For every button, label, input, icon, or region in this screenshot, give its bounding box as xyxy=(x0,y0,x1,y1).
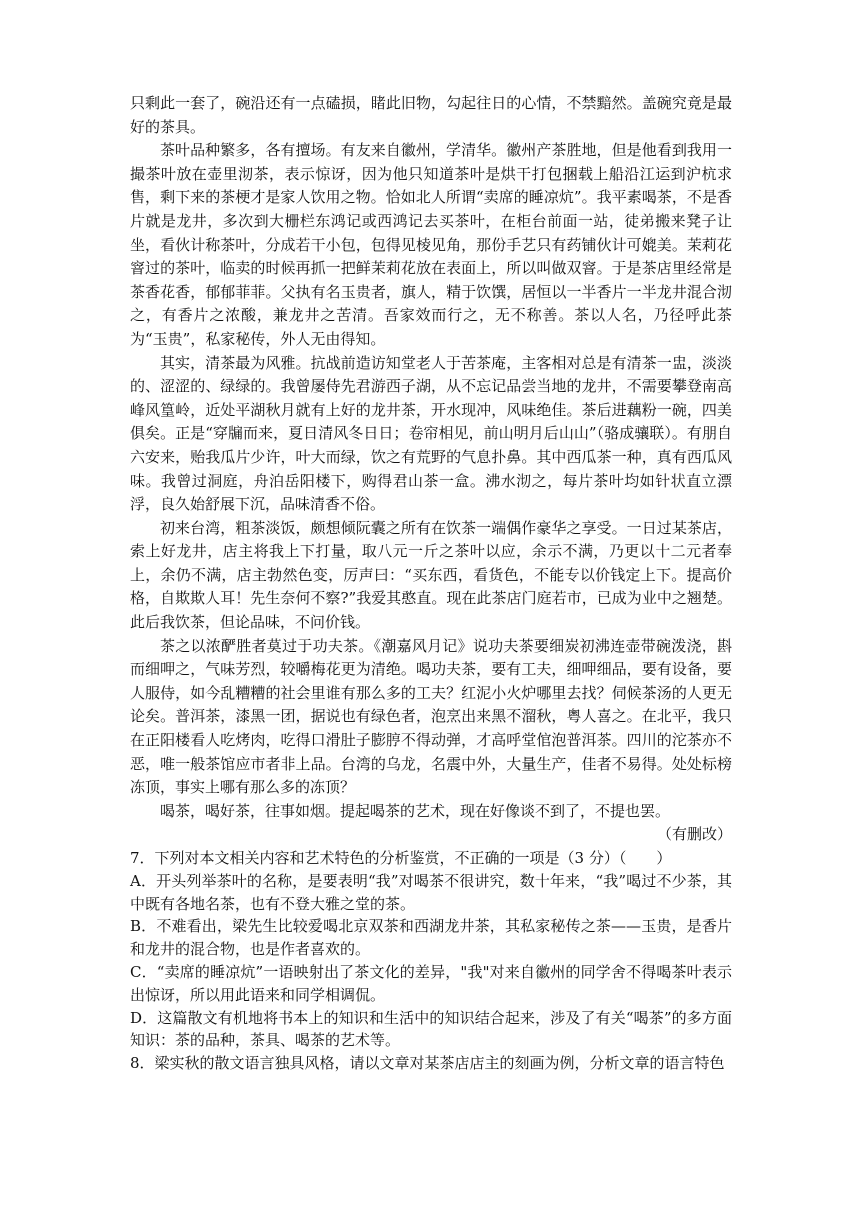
question-7-option-b: B．不难看出，梁先生比较爱喝北京双茶和西湖龙井茶，其私家秘传之茶——玉贵，是香片和龙井的混合物，也是作者喜欢的。 xyxy=(130,917,732,959)
question-7-option-a: A．开头列举茶叶的名称，是要表明“我”对喝茶不很讲究，数十年来，“我”喝过不少茶，其中既有各地名茶，也有不登大雅之堂的茶。 xyxy=(130,871,732,913)
essay-paragraph-taiwan-shop: 初来台湾，粗茶淡饭，颇想倾阮囊之所有在饮茶一端偶作豪华之享受。一日过某茶店，索上好龙井，店主将我上下打量，取八元一斤之茶叶以应，余示不满，乃更以十二元者奉上，余仍不满，店主勃然色变，厉声曰：“买东西，看货色，不能专以价钱定上下。提高价格，自欺欺人耳！先生奈何不察?”我爱其憨直。现在此茶店门庭若市，已成为业中之翘楚。此后我饮茶，但论品味，不问价钱。 xyxy=(130,518,732,632)
question-7-option-d: D．这篇散文有机地将书本上的知识和生活中的知识结合起来，涉及了有关“喝茶”的多方面知识：茶的品种，茶具、喝茶的艺术等。 xyxy=(130,1008,732,1050)
document-page xyxy=(130,92,732,1075)
question-7-stem: 7．下列对本文相关内容和艺术特色的分析鉴赏，不正确的一项是（3 分）（ ） xyxy=(130,849,672,867)
question-7-option-c: C．“卖席的睡凉炕”一语映射出了茶文化的差异，"我"对来自徽州的同学舍不得喝茶叶表示出惊讶，所以用此语来和同学相调侃。 xyxy=(130,962,732,1004)
question-8-stem: 8．梁实秋的散文语言独具风格，请以文章对某茶店店主的刻画为例，分析文章的语言特色 xyxy=(130,1054,725,1073)
essay-paragraph-continued: 只剩此一套了，碗沿还有一点磕损，睹此旧物，勾起往日的心情，不禁黯然。盖碗究竟是最好的茶具。 xyxy=(130,94,732,136)
essay-paragraph-gongfu-tea: 茶之以浓酽胜者莫过于功夫茶。《潮嘉风月记》说功夫茶要细炭初沸连壶带碗泼浇，斟而细呷之，气味芳烈，较嚼梅花更为清绝。喝功夫茶，要有工夫，细呷细品，要有设备，要人服侍，如今乱糟糟的社会里谁有那么多的工夫？红泥小火炉哪里去找？伺候茶汤的人更无论矣。普洱茶，漆黑一团，据说也有绿色者，泡烹出来黑不溜秋，粤人喜之。在北平，我只在正阳楼看人吃烤肉，吃得口滑肚子膨脝不得动弹，才高呼堂倌泡普洱茶。四川的沱茶亦不恶，唯一般茶馆应市者非上品。台湾的乌龙，名震中外，大量生产，佳者不易得。处处标榜冻顶，事实上哪有那么多的冻顶？ xyxy=(130,636,732,797)
essay-paragraph-tea-varieties: 茶叶品种繁多，各有擅场。有友来自徽州，学清华。徽州产茶胜地，但是他看到我用一撮茶叶放在壶里沏茶，表示惊讶，因为他只知道茶叶是烘干打包捆载上船沿江运到沪杭求售，剩下来的茶梗才是家人饮用之物。恰如北人所谓“卖席的睡凉炕”。我平素喝茶，不是香片就是龙井，多次到大栅栏东鸿记或西鸿记去买茶叶，在柜台前面一站，徒弟搬来凳子让坐，看伙计称茶叶，分成若干小包，包得见棱见角，那份手艺只有药铺伙计可媲美。茉莉花窨过的茶叶，临卖的时候再抓一把鲜茉莉花放在表面上，所以叫做双窨。于是茶店里经常是茶香花香，郁郁菲菲。父执有名玉贵者，旗人，精于饮馔，居恒以一半香片一半龙井混合沏之，有香片之浓酸，兼龙井之苦清。吾家效而行之，无不称善。茶以人名，乃径呼此茶为“玉贵”，私家秘传，外人无由得知。 xyxy=(130,141,732,348)
source-note: （有删改） xyxy=(656,825,732,844)
essay-paragraph-closing: 喝茶，喝好茶，往事如烟。提起喝茶的艺术，现在好像谈不到了，不提也罢。 xyxy=(160,801,671,820)
essay-paragraph-green-tea: 其实，清茶最为风雅。抗战前造访知堂老人于苦茶庵，主客相对总是有清茶一盅，淡淡的、涩涩的、绿绿的。我曾屡侍先君游西子湖，从不忘记品尝当地的龙井，不需要攀登南高峰风篁岭，近处平湖秋月就有上好的龙井茶，开水现冲，风味绝佳。茶后进藕粉一碗，四美俱矣。正是“穿牖而来，夏日清风冬日日；卷帘相见，前山明月后山山”（骆成骧联）。有朋自六安来，贻我瓜片少许，叶大而绿，饮之有荒野的气息扑鼻。其中西瓜茶一种，真有西瓜风味。我曾过洞庭，舟泊岳阳楼下，购得君山茶一盒。沸水沏之，每片茶叶均如针状直立漂浮，良久始舒展下沉，品味清香不俗。 xyxy=(130,353,732,514)
